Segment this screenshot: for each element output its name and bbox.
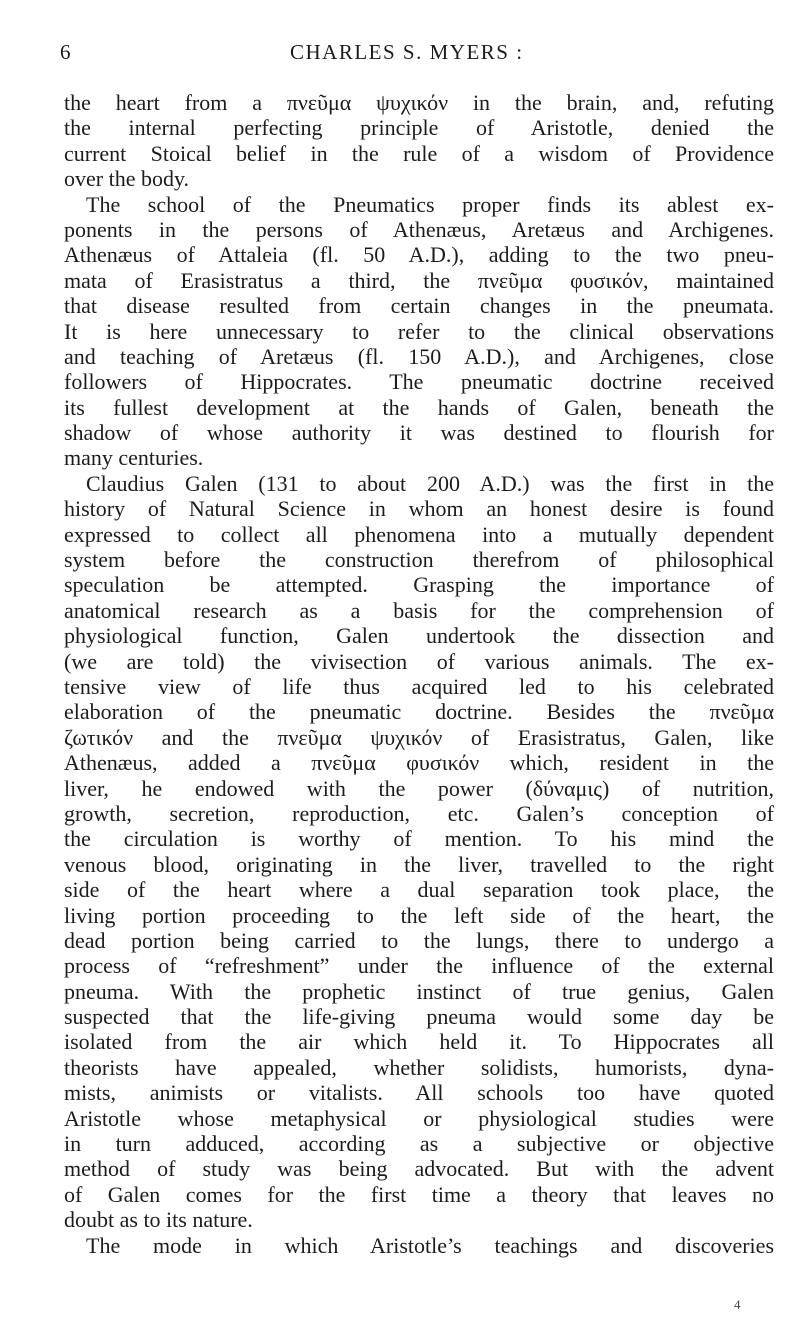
running-head <box>60 40 760 70</box>
body-text <box>64 90 774 1258</box>
text-line: venous blood, originating in the liver, travelled to the right <box>64 851 774 877</box>
text-line: dead portion being carried to the lungs, there to undergo a <box>64 927 774 953</box>
text-line: speculation be attempted. Grasping the importance of <box>64 572 774 598</box>
text-line: shadow of whose authority it was destined to flourish for <box>64 420 774 446</box>
text-line: Athenæus of Attaleia (fl. 50 A.D.), adding to the two pneu- <box>64 242 774 268</box>
text-line: Athenæus, added a πνεῦμα φυσικόν which, resident in the <box>64 750 774 776</box>
text-line: side of the heart where a dual separation took place, the <box>64 877 774 903</box>
text-line: The school of the Pneumatics proper finds its ablest ex- <box>86 191 774 217</box>
text-line: living portion proceeding to the left side of the heart, the <box>64 902 774 928</box>
text-line: method of study was being advocated. But with the advent <box>64 1156 774 1182</box>
text-line: mists, animists or vitalists. All schools too have quoted <box>64 1080 774 1106</box>
text-line: the circulation is worthy of mention. To his mind the <box>64 826 774 852</box>
text-line: history of Natural Science in whom an honest desire is found <box>64 496 774 522</box>
text-line: current Stoical belief in the rule of a wisdom of Providence <box>64 140 774 166</box>
text-line: pneuma. With the prophetic instinct of true genius, Galen <box>64 978 774 1004</box>
text-line: that disease resulted from certain changes in the pneumata. <box>64 293 774 319</box>
text-line: ponents in the persons of Athenæus, Aretæus and Archigenes. <box>64 216 774 242</box>
text-line: growth, secretion, reproduction, etc. Galen’s conception of <box>64 800 774 826</box>
text-line: anatomical research as a basis for the comprehension of <box>64 597 774 623</box>
text-line: tensive view of life thus acquired led to his celebrated <box>64 673 774 699</box>
text-line: the internal perfecting principle of Aristotle, denied the <box>64 115 774 141</box>
text-line: of Galen comes for the first time a theory that leaves no <box>64 1181 774 1207</box>
text-line: ζωτικόν and the πνεῦμα ψυχικόν of Erasistratus, Galen, like <box>64 724 774 750</box>
text-line: suspected that the life-giving pneuma would some day be <box>64 1004 774 1030</box>
text-line: the heart from a πνεῦμα ψυχικόν in the brain, and, refuting <box>64 90 774 115</box>
printer-mark: 4 <box>734 1297 741 1312</box>
text-line: physiological function, Galen undertook the dissection and <box>64 623 774 649</box>
text-line: doubt as to its nature. <box>64 1207 253 1233</box>
text-line: liver, he endowed with the power (δύναμις) of nutrition, <box>64 775 774 801</box>
text-line: many centuries. <box>64 445 204 471</box>
text-line: Aristotle whose metaphysical or physiological studies were <box>64 1105 774 1131</box>
text-line: in turn adduced, according as a subjective or objective <box>64 1131 774 1157</box>
text-line: Claudius Galen (131 to about 200 A.D.) was the first in the <box>86 470 774 496</box>
text-line: isolated from the air which held it. To Hippocrates all <box>64 1029 774 1055</box>
text-line: mata of Erasistratus a third, the πνεῦμα φυσικόν, maintained <box>64 267 774 293</box>
page-number: 6 <box>60 40 71 64</box>
text-line: It is here unnecessary to refer to the clinical observations <box>64 318 774 344</box>
text-line: (we are told) the vivisection of various animals. The ex- <box>64 648 774 674</box>
text-line: elaboration of the pneumatic doctrine. Besides the πνεῦμα <box>64 699 774 725</box>
text-line: The mode in which Aristotle’s teachings and discoveries <box>86 1232 774 1258</box>
text-line: expressed to collect all phenomena into a mutually dependent <box>64 521 774 547</box>
text-line: over the body. <box>64 166 190 192</box>
text-line: theorists have appealed, whether solidists, humorists, dyna- <box>64 1054 774 1080</box>
text-line: followers of Hippocrates. The pneumatic doctrine received <box>64 369 774 395</box>
text-line: its fullest development at the hands of Galen, beneath the <box>64 394 774 420</box>
running-title: CHARLES S. MYERS : <box>290 40 524 64</box>
text-line: process of “refreshment” under the influence of the external <box>64 953 774 979</box>
text-line: and teaching of Aretæus (fl. 150 A.D.), and Archigenes, close <box>64 343 774 369</box>
text-line: system before the construction therefrom of philosophical <box>64 547 774 573</box>
